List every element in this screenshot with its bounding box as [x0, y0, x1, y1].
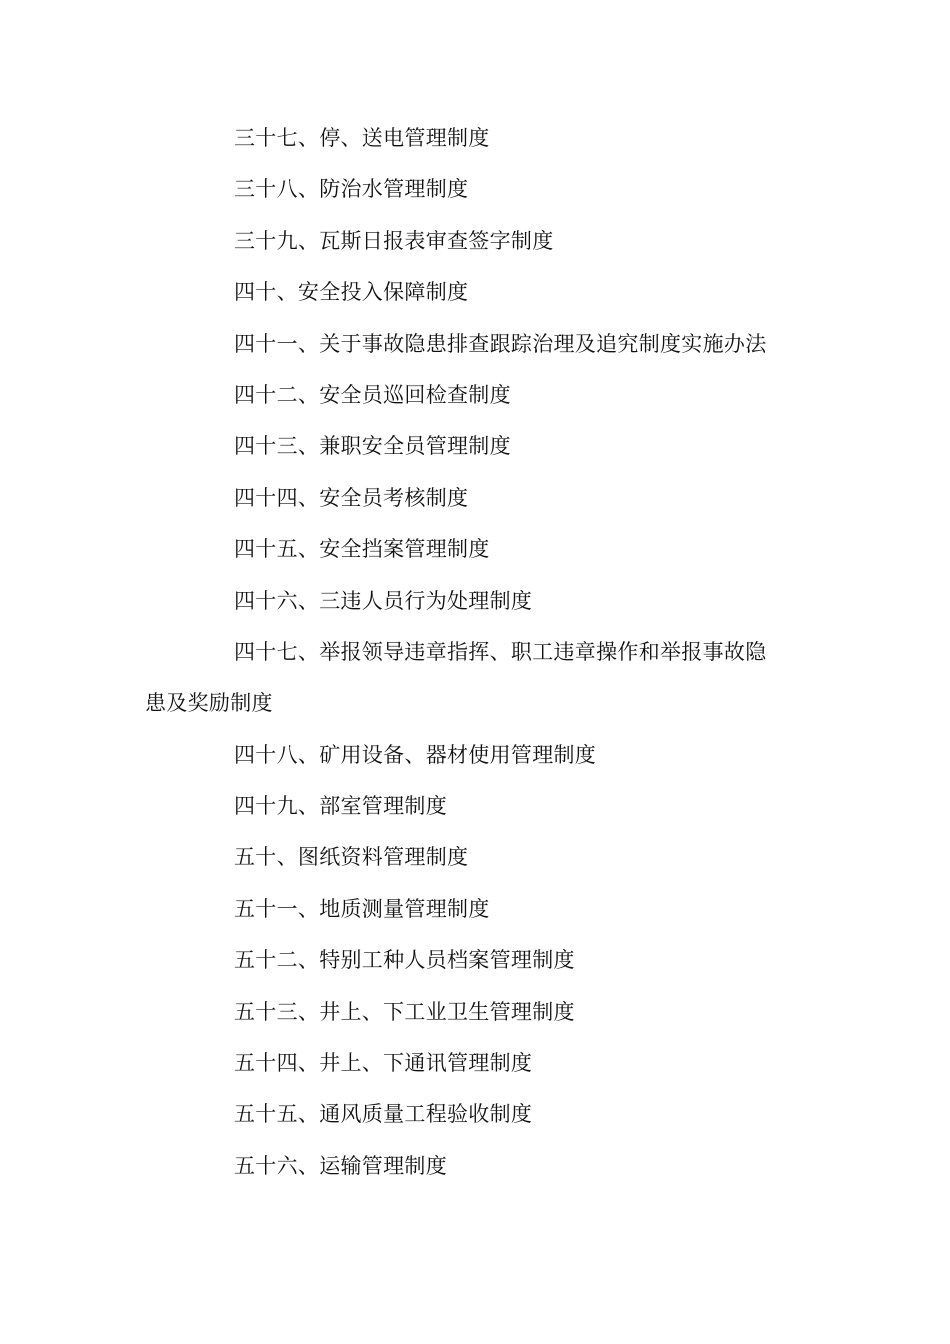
list-item: 五十二、特别工种人员档案管理制度 — [234, 948, 575, 973]
list-item: 四十七、举报领导违章指挥、职工违章操作和举报事故隐 — [234, 639, 767, 664]
list-item: 四十三、兼职安全员管理制度 — [234, 434, 511, 459]
list-item: 四十四、安全员考核制度 — [234, 485, 469, 510]
list-item: 五十四、井上、下通讯管理制度 — [234, 1051, 533, 1076]
list-item: 五十六、运输管理制度 — [234, 1153, 447, 1178]
regulation-list — [145, 113, 805, 1192]
list-item: 四十九、部室管理制度 — [234, 794, 447, 819]
list-item: 三十八、防治水管理制度 — [234, 177, 469, 202]
list-item: 四十八、矿用设备、器材使用管理制度 — [234, 742, 597, 767]
list-item: 五十一、地质测量管理制度 — [234, 896, 490, 921]
list-item: 四十六、三违人员行为处理制度 — [234, 588, 533, 613]
list-item: 五十三、井上、下工业卫生管理制度 — [234, 999, 575, 1024]
list-item: 五十、图纸资料管理制度 — [234, 845, 469, 870]
list-item: 三十九、瓦斯日报表审查签字制度 — [234, 228, 554, 253]
list-item: 四十一、关于事故隐患排查跟踪治理及追究制度实施办法 — [234, 331, 767, 356]
list-item: 五十五、通风质量工程验收制度 — [234, 1102, 533, 1127]
list-item: 四十五、安全挡案管理制度 — [234, 537, 490, 562]
list-item: 四十、安全投入保障制度 — [234, 280, 469, 305]
list-item: 四十二、安全员巡回检查制度 — [234, 382, 511, 407]
list-item: 三十七、停、送电管理制度 — [234, 126, 490, 150]
list-item-continuation: 患及奖励制度 — [145, 691, 273, 716]
